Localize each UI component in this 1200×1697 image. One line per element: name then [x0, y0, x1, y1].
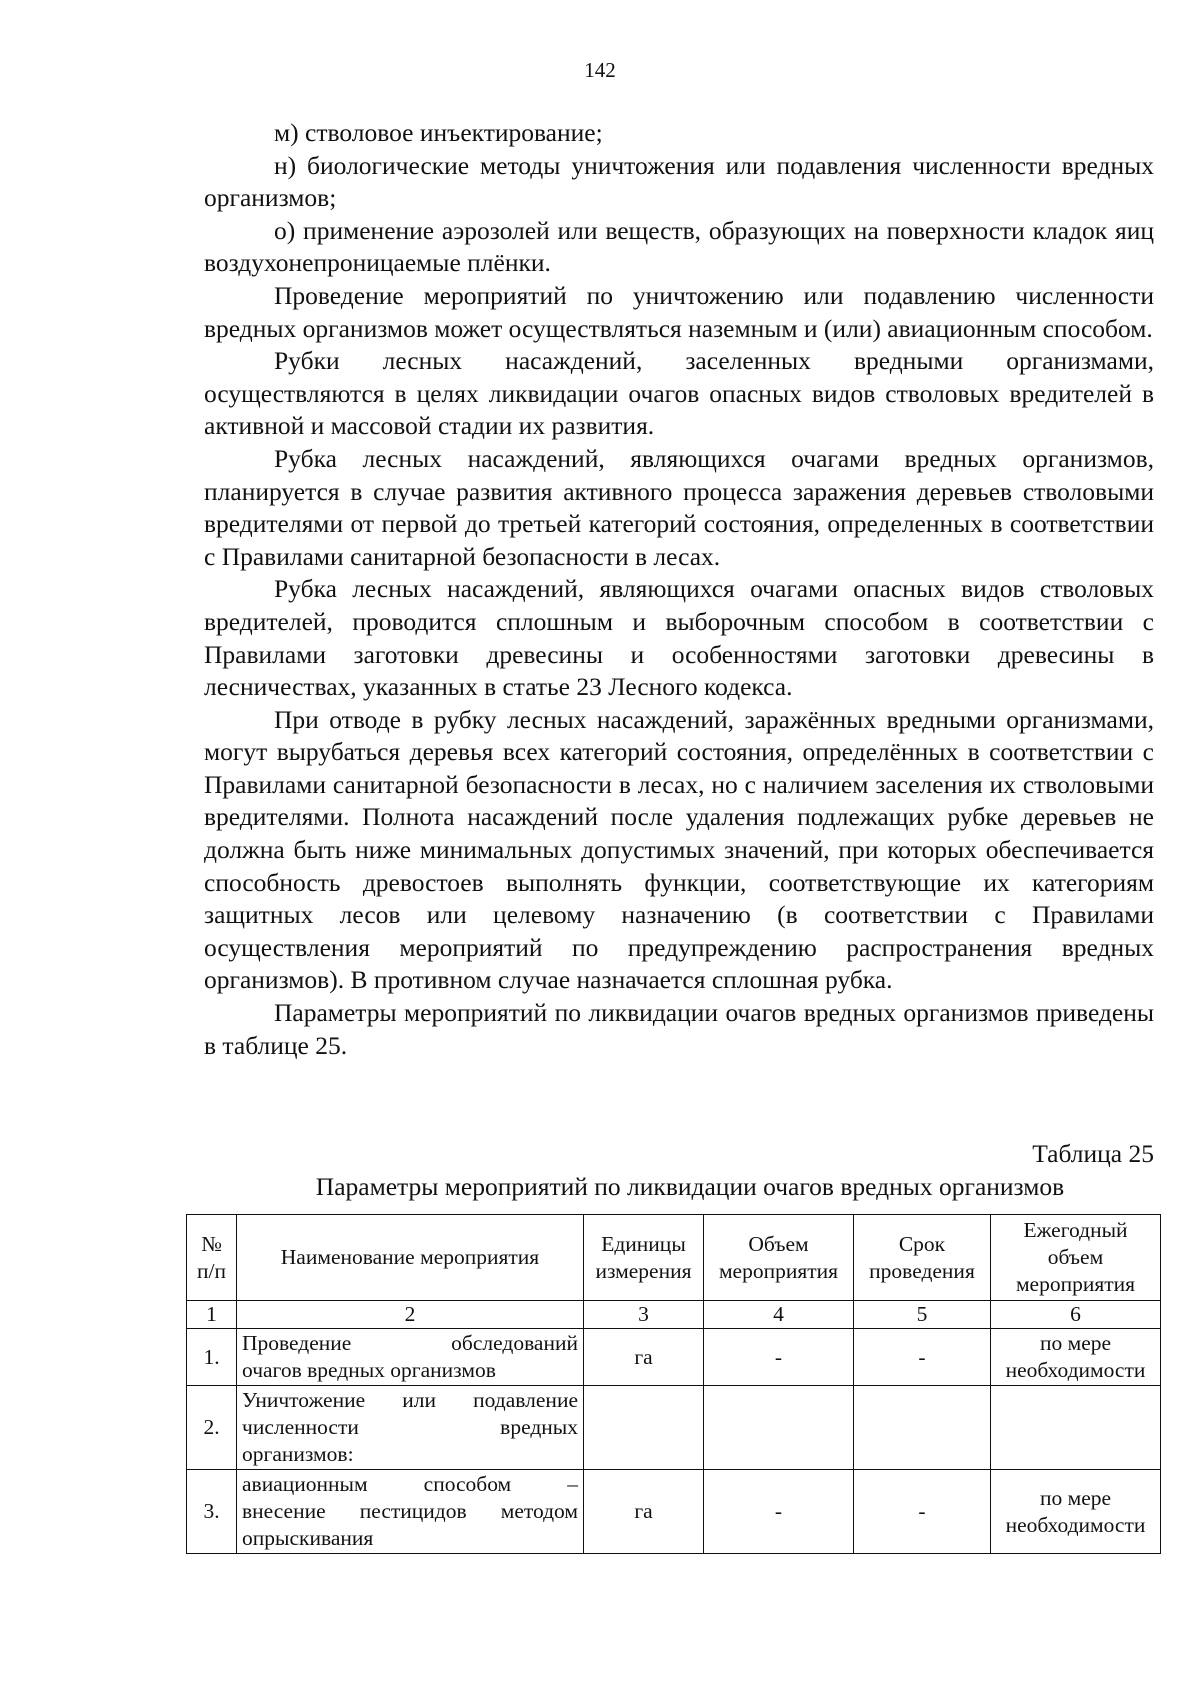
column-number: 2: [237, 1301, 584, 1329]
header-cell-unit: [584, 1215, 704, 1301]
column-number: 1: [187, 1301, 237, 1329]
column-number: 5: [854, 1301, 991, 1329]
paragraph: м) стволовое инъектирование;: [274, 118, 603, 147]
row-unit: га: [584, 1329, 704, 1386]
table-row: [187, 1329, 1161, 1386]
row-term: [854, 1386, 991, 1470]
paragraph: н) биологические методы уничтожения или подавления численности вредных организмов;: [204, 150, 1154, 213]
header-cell-volume: [704, 1215, 854, 1301]
header-text: измерения: [595, 1258, 692, 1283]
paragraph: Рубки лесных насаждений, заселенных вредными организмами, осуществляются в целях ликвидации очагов опасных видов стволовых вредителей в активной и массовой стадии их развития.: [204, 346, 1154, 441]
row-volume: [704, 1386, 854, 1470]
row-annual-line: по мере: [1039, 1331, 1112, 1355]
paragraph: Параметры мероприятий по ликвидации очагов вредных организмов приведены в таблице 25.: [204, 998, 1154, 1060]
column-number: 6: [991, 1301, 1161, 1329]
row-term: -: [854, 1329, 991, 1386]
page-number: 142: [584, 58, 616, 82]
header-text: мероприятия: [1015, 1272, 1136, 1296]
row-name-line: внесение пестицидов методом: [242, 1499, 578, 1523]
row-annual-line: по мере: [1039, 1485, 1112, 1510]
header-text: п/п: [197, 1258, 226, 1283]
table-caption-title: Параметры мероприятий по ликвидации очагов вредных организмов: [315, 1172, 1065, 1201]
header-cell-annual: [991, 1215, 1161, 1301]
header-cell-term: [854, 1215, 991, 1301]
row-name: [237, 1470, 584, 1554]
document-body: [204, 117, 1154, 1062]
row-number: 2.: [187, 1386, 237, 1470]
paragraph: о) применение аэрозолей или веществ, образующих на поверхности кладок яиц воздухонепроницаемые плёнки.: [204, 215, 1154, 278]
header-text: Объем: [748, 1231, 809, 1256]
table-row: [187, 1386, 1161, 1470]
row-annual: [991, 1386, 1161, 1470]
header-text: №: [201, 1231, 222, 1256]
row-annual: [991, 1470, 1161, 1554]
paragraph: При отводе в рубку лесных насаждений, заражённых вредными организмами, могут вырубаться деревья всех категорий состояния, определённых в соответствии с Правилами санитарной безопасности в лесах, но с наличием заселения их стволовыми вредителями. Полнота насаждений после удаления подлежащих рубке деревьев не должна быть ниже минимальных допустимых значений, при которых обеспечивается способность древостоев выполнять функции, соответствующие их категориям защитных лесов или целевому назначению (в соответствии с Правилами осуществления мероприятий по предупреждению распространения вредных организмов). В противном случае назначается сплошная рубка.: [204, 704, 1154, 995]
row-name-line: Проведение обследований: [242, 1331, 578, 1355]
header-cell-number: [187, 1215, 237, 1301]
row-volume: -: [704, 1329, 854, 1386]
column-number: 4: [704, 1301, 854, 1329]
row-name-line: численности вредных: [242, 1415, 578, 1439]
header-text: Ежегодный: [1023, 1218, 1128, 1242]
paragraph: Рубка лесных насаждений, являющихся очагами вредных организмов, планируется в случае развития активного процесса заражения деревьев стволовыми вредителями от первой до третьей категорий состояния, определенных в соответствии с Правилами санитарной безопасности в лесах.: [204, 443, 1154, 571]
column-number-row: [187, 1301, 1161, 1329]
paragraph: Рубка лесных насаждений, являющихся очагами опасных видов стволовых вредителей, проводится сплошным и выборочным способом в соответствии с Правилами заготовки древесины и особенностями заготовки древесины в лесничествах, указанных в статье 23 Лесного кодекса.: [204, 574, 1154, 702]
table-caption-number: Таблица 25: [1032, 1139, 1154, 1168]
paragraph: Проведение мероприятий по уничтожению или подавлению численности вредных организмов может осуществляться наземным и (или) авиационным способом.: [204, 280, 1154, 343]
row-unit: [584, 1386, 704, 1470]
header-text: объем: [1047, 1245, 1104, 1269]
header-text: Наименование мероприятия: [280, 1245, 540, 1269]
row-annual-line: необходимости: [1005, 1512, 1146, 1537]
row-name-line: опрыскивания: [242, 1526, 374, 1550]
row-annual-line: необходимости: [1005, 1358, 1146, 1382]
row-number: 1.: [187, 1329, 237, 1386]
header-text: проведения: [869, 1258, 975, 1283]
header-cell-name: [237, 1215, 584, 1301]
row-name-line: организмов:: [242, 1442, 354, 1466]
row-volume: -: [704, 1470, 854, 1554]
row-number: 3.: [187, 1470, 237, 1554]
header-text: Единицы: [601, 1231, 686, 1256]
row-name-line: очагов вредных организмов: [242, 1358, 496, 1382]
row-unit: га: [584, 1470, 704, 1554]
column-number: 3: [584, 1301, 704, 1329]
table-header-row: [187, 1215, 1161, 1301]
header-text: мероприятия: [718, 1258, 839, 1283]
row-name: [237, 1329, 584, 1386]
row-term: -: [854, 1470, 991, 1554]
row-name-line: Уничтожение или подавление: [242, 1388, 578, 1412]
header-text: Срок: [898, 1231, 946, 1256]
row-name: [237, 1386, 584, 1470]
row-annual: [991, 1329, 1161, 1386]
row-name-line: авиационным способом –: [242, 1472, 578, 1496]
measures-table: [186, 1214, 1161, 1554]
table-row: [187, 1470, 1161, 1554]
